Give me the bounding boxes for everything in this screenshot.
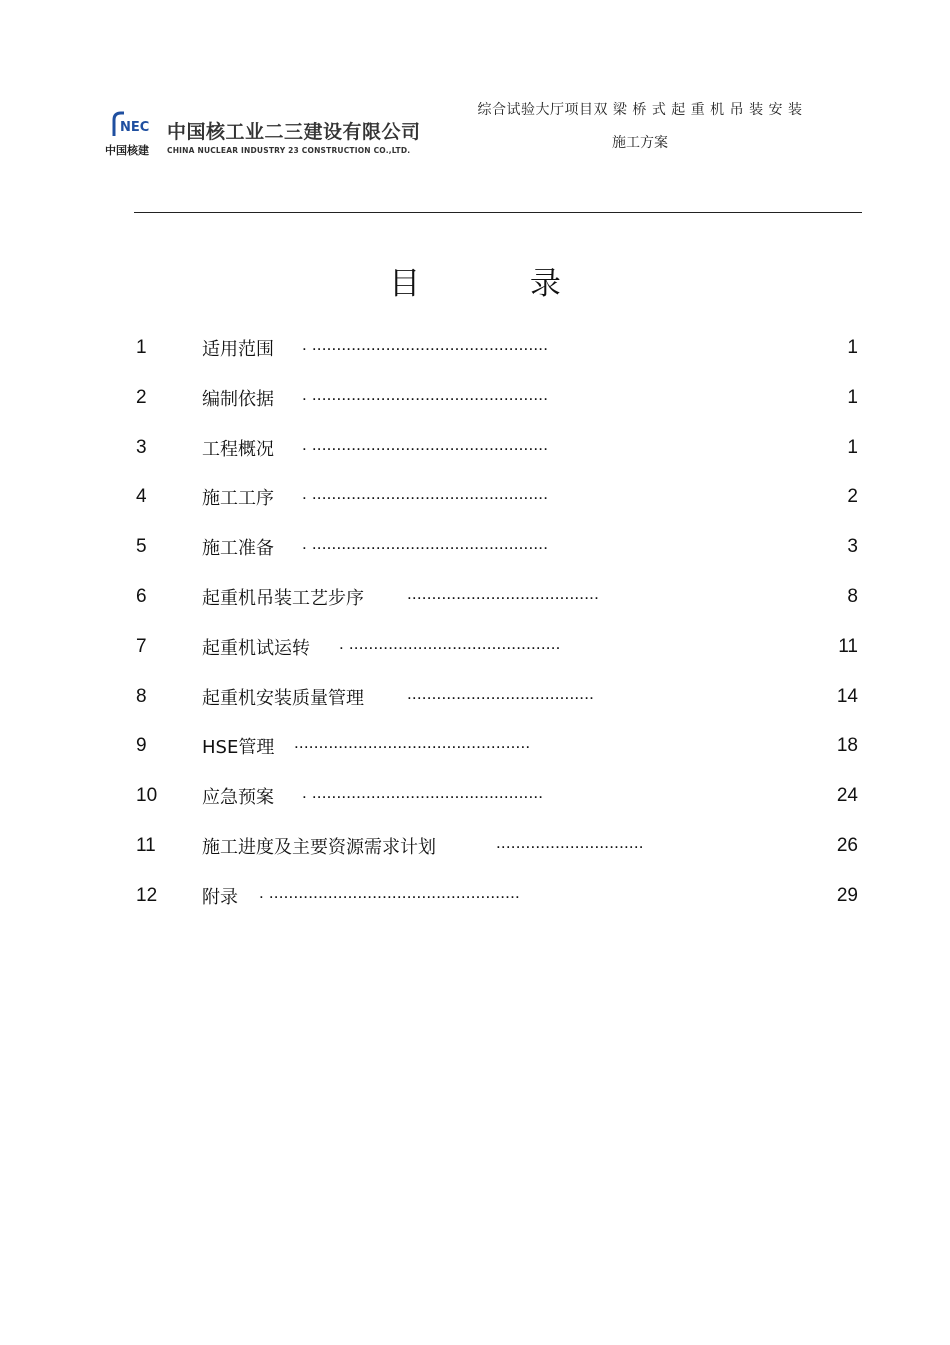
toc-entry-page: 2: [847, 486, 858, 508]
toc-entry-label: 施工准备: [202, 538, 274, 560]
toc-entry-label: 应急预案: [202, 787, 274, 809]
company-logo: [105, 108, 421, 160]
toc-entry-page: 14: [836, 685, 858, 707]
toc-entry-label: 施工进度及主要资源需求计划: [202, 836, 436, 858]
toc-entry-page: 29: [836, 884, 858, 906]
toc-entry-page: 1: [847, 337, 858, 358]
toc-entry-leader: . ................................................: [302, 384, 549, 404]
cnec-logo-mark: [105, 108, 161, 156]
toc-entry-page: 24: [836, 785, 858, 807]
toc-entry-number: 5: [136, 536, 147, 558]
toc-entry-number: 4: [136, 486, 147, 508]
toc-entry-leader: ................................................: [294, 733, 531, 753]
company-name-cn: 中国核工业二三建设有限公司: [167, 121, 421, 143]
toc-entry[interactable]: [134, 582, 862, 632]
toc-entry[interactable]: [134, 333, 862, 383]
toc-entry-label: 工程概况: [202, 438, 274, 460]
toc-entry-label: 施工工序: [202, 488, 274, 510]
table-of-contents: [134, 333, 862, 931]
toc-entry-page: 11: [838, 635, 858, 657]
toc-entry-number: 12: [136, 884, 158, 906]
toc-entry-leader: . ................................................: [302, 484, 549, 504]
toc-entry-number: 1: [136, 337, 147, 358]
toc-entry-page: 1: [847, 386, 858, 408]
toc-entry[interactable]: [134, 881, 862, 931]
toc-entry[interactable]: [134, 632, 862, 682]
toc-entry-label: 起重机试运转: [202, 637, 310, 659]
toc-entry-leader: . ...................................................: [259, 882, 520, 902]
toc-heading: 目 录: [389, 266, 611, 302]
document-title-line1: 综合试验大厅项目双 梁 桥 式 起 重 机 吊 装 安 装: [477, 102, 803, 118]
toc-entry-leader: ..............................: [496, 832, 644, 852]
toc-entry[interactable]: [134, 831, 862, 881]
toc-entry-label: 附录: [202, 886, 238, 908]
toc-entry-number: 6: [136, 585, 147, 607]
toc-entry-page: 8: [847, 585, 858, 607]
toc-entry-number: 11: [136, 834, 156, 856]
toc-entry[interactable]: [134, 731, 862, 781]
toc-entry[interactable]: [134, 383, 862, 433]
toc-entry-page: 1: [847, 436, 858, 458]
document-title-line2: 施工方案: [612, 135, 668, 151]
toc-entry-number: 3: [136, 436, 147, 458]
header-divider: [134, 212, 862, 213]
toc-entry-page: 26: [836, 834, 858, 856]
toc-entry-leader: .......................................: [407, 583, 600, 603]
toc-entry-number: 2: [136, 386, 147, 408]
toc-entry-number: 7: [136, 635, 147, 657]
toc-entry-label: 编制依据: [202, 388, 274, 410]
toc-entry-leader: . ................................................: [302, 335, 549, 354]
toc-entry[interactable]: [134, 482, 862, 532]
company-name-en: CHINA NUCLEAR INDUSTRY 23 CONSTRUCTION CO.,LTD.: [167, 146, 411, 155]
toc-entry-leader: ......................................: [407, 683, 595, 703]
toc-entry[interactable]: [134, 532, 862, 582]
toc-entry-label: 起重机吊装工艺步序: [202, 587, 364, 609]
toc-entry-label: HSE管理: [202, 737, 275, 759]
logo-abbreviation-cn: 中国核建: [105, 144, 149, 157]
toc-entry[interactable]: [134, 433, 862, 483]
toc-entry-leader: . ................................................: [302, 434, 549, 454]
toc-entry-leader: . ...............................................: [302, 783, 544, 803]
toc-entry-number: 9: [136, 735, 147, 757]
toc-entry-leader: . ................................................: [302, 534, 549, 554]
logo-abbreviation: NEC: [120, 120, 150, 135]
toc-entry[interactable]: [134, 682, 862, 732]
toc-entry-page: 18: [836, 735, 858, 757]
toc-entry-leader: . ...........................................: [339, 633, 561, 653]
toc-entry-label: 起重机安装质量管理: [202, 687, 364, 709]
toc-entry-number: 8: [136, 685, 147, 707]
toc-entry-page: 3: [847, 536, 858, 558]
toc-entry-number: 10: [136, 785, 158, 807]
toc-entry-label: 适用范围: [202, 339, 274, 360]
toc-entry[interactable]: [134, 781, 862, 831]
